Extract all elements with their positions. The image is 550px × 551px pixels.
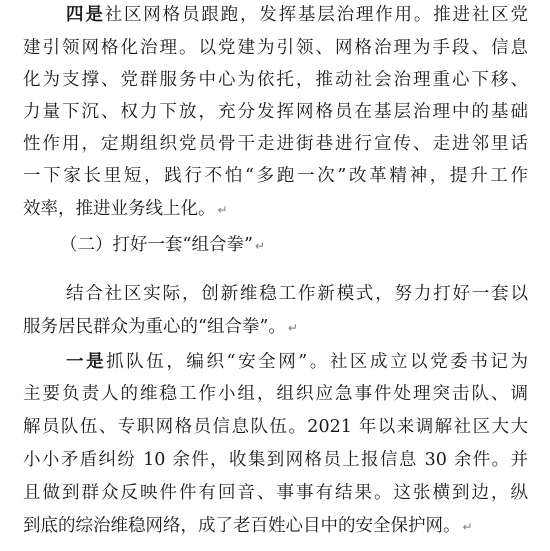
paragraph-1-line-7 [23, 195, 528, 223]
paragraph-1-line-2: 建引领网格化治理。以党建为引领、网格治理为手段、信息 [23, 38, 528, 58]
paragraph-4-line-6-text: 到底的综治维稳网络，成了老百姓心目中的安全保护网。 [23, 516, 461, 536]
paragraph-4-lead: 一是 [66, 352, 107, 372]
paragraph-1-line-4: 力量下沉、权力下放，充分发挥网格员在基层治理中的基础 [23, 102, 528, 122]
paragraph-4-line-1-text: 抓队伍，编织“安全网”。社区成立以党委书记为 [106, 352, 528, 372]
paragraph-mark-icon: ↵ [217, 203, 228, 217]
section-heading-text: （二）打好一套“组合拳” [60, 235, 253, 255]
paragraph-4-line-2: 主要负责人的维稳工作小组，组织应急事件处理突击队、调 [23, 384, 528, 404]
paragraph-4-line-4: 小小矛盾纠纷 10 余件，收集到网格员上报信息 30 余件。并 [23, 450, 528, 470]
paragraph-mark-icon: ↵ [462, 520, 473, 534]
paragraph-1-line-1-text: 社区网格员跟跑，发挥基层治理作用。推进社区党 [104, 5, 529, 25]
paragraph-3-line-2-text: 服务居民群众为重心的“组合拳”。 [23, 317, 286, 337]
paragraph-1-line-5: 性作用，定期组织党员骨干走进街巷进行宣传、走进邻里话 [23, 134, 528, 154]
paragraph-3-line-2 [23, 313, 528, 341]
paragraph-4-line-6 [23, 512, 528, 540]
paragraph-1-line-7-text: 效率，推进业务线上化。 [23, 199, 216, 219]
paragraph-1-line-1 [23, 1, 528, 29]
paragraph-3-line-1: 结合社区实际，创新维稳工作新模式，努力打好一套以 [66, 284, 528, 304]
paragraph-1-line-6: 一下家长里短，践行不怕“多跑一次”改革精神，提升工作 [23, 166, 528, 186]
paragraph-4-line-3: 解员队伍、专职网格员信息队伍。2021 年以来调解社区大大 [23, 417, 528, 437]
paragraph-4-line-5: 且做到群众反映件件有回音、事事有结果。这张横到边，纵 [23, 483, 528, 503]
section-heading [60, 231, 500, 259]
paragraph-mark-icon: ↵ [254, 239, 265, 253]
paragraph-mark-icon: ↵ [287, 321, 298, 335]
paragraph-4-line-1 [23, 348, 528, 376]
paragraph-1-line-3: 化为支撑、党群服务中心为依托，推动社会治理重心下移、 [23, 70, 528, 90]
paragraph-1-lead: 四是 [66, 5, 105, 25]
